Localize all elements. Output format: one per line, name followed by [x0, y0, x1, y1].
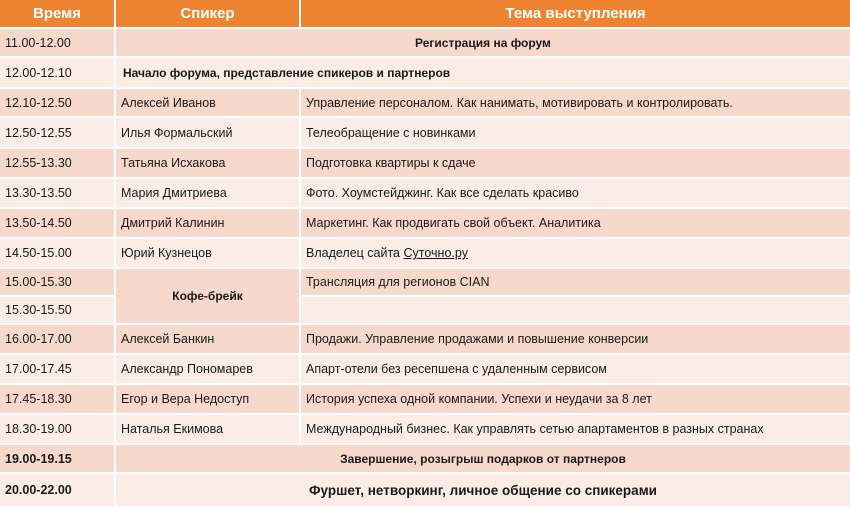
- row-time: 15.00-15.30: [0, 269, 114, 295]
- row-time: 19.00-19.15: [0, 445, 114, 472]
- row-topic: Продажи. Управление продажами и повышение конверсии: [301, 325, 850, 353]
- header-topic: Тема выступления: [301, 0, 850, 27]
- row-speaker: Алексей Банкин: [116, 325, 299, 353]
- row-topic: Маркетинг. Как продвигать свой объект. Аналитика: [301, 209, 850, 237]
- row-time: 17.45-18.30: [0, 385, 114, 413]
- suto4no-link[interactable]: Суточно.ру: [403, 246, 468, 260]
- row-speaker: Мария Дмитриева: [116, 179, 299, 207]
- row-time: 12.55-13.30: [0, 149, 114, 177]
- coffee-break-cell: Кофе-брейк: [116, 269, 299, 323]
- row-topic: Международный бизнес. Как управлять сетью апартаментов в разных странах: [301, 415, 850, 443]
- row-time: 12.00-12.10: [0, 58, 114, 87]
- row-merged-title: Регистрация на форум: [116, 29, 850, 56]
- row-topic: Фото. Хоумстейджинг. Как все сделать красиво: [301, 179, 850, 207]
- row-time: 13.30-13.50: [0, 179, 114, 207]
- row-speaker: Наталья Екимова: [116, 415, 299, 443]
- row-topic: [301, 239, 850, 267]
- row-time: 17.00-17.45: [0, 355, 114, 383]
- row-topic: Подготовка квартиры к сдаче: [301, 149, 850, 177]
- row-time: 11.00-12.00: [0, 29, 114, 56]
- row-time: 18.30-19.00: [0, 415, 114, 443]
- row-merged-title: Фуршет, нетворкинг, личное общение со спикерами: [116, 474, 850, 506]
- row-merged-title: Завершение, розыгрыш подарков от партнеров: [116, 445, 850, 472]
- row-time: 20.00-22.00: [0, 474, 114, 506]
- row-topic: История успеха одной компании. Успехи и неудачи за 8 лет: [301, 385, 850, 413]
- row-speaker: Илья Формальский: [116, 118, 299, 147]
- row-merged-title: Начало форума, представление спикеров и партнеров: [116, 58, 850, 87]
- row-time: 12.10-12.50: [0, 89, 114, 116]
- header-time: Время: [0, 0, 114, 27]
- topic-prefix: Владелец сайта: [306, 246, 404, 260]
- row-speaker: Егор и Вера Недоступ: [116, 385, 299, 413]
- row-topic: Апарт-отели без ресепшена с удаленным сервисом: [301, 355, 850, 383]
- row-speaker: Татьяна Исхакова: [116, 149, 299, 177]
- row-time: 14.50-15.00: [0, 239, 114, 267]
- row-speaker: Дмитрий Калинин: [116, 209, 299, 237]
- row-time: 12.50-12.55: [0, 118, 114, 147]
- row-time: 13.50-14.50: [0, 209, 114, 237]
- row-speaker: Юрий Кузнецов: [116, 239, 299, 267]
- row-topic: Трансляция для регионов CIAN: [301, 269, 850, 295]
- row-topic: Управление персоналом. Как нанимать, мотивировать и контролировать.: [301, 89, 850, 116]
- header-speaker: Спикер: [116, 0, 299, 27]
- row-time: 15.30-15.50: [0, 297, 114, 323]
- row-speaker: Алексей Иванов: [116, 89, 299, 116]
- row-speaker: Александр Пономарев: [116, 355, 299, 383]
- row-topic-empty: [301, 297, 850, 323]
- row-topic: Телеобращение с новинками: [301, 118, 850, 147]
- row-time: 16.00-17.00: [0, 325, 114, 353]
